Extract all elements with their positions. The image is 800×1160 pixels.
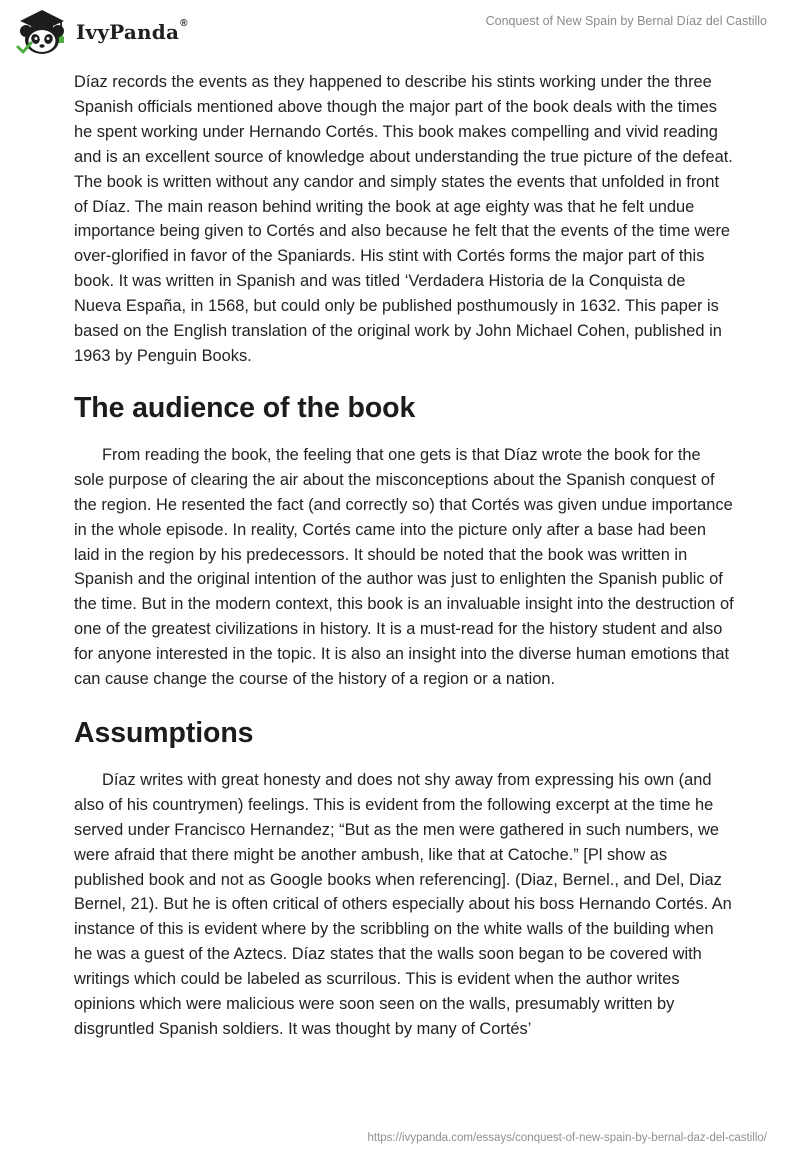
registered-mark: ®	[180, 18, 188, 29]
section-heading-assumptions: Assumptions	[74, 716, 254, 749]
section-heading-audience: The audience of the book	[74, 391, 416, 424]
brand-name: IvyPanda®	[76, 18, 188, 44]
intro-paragraph: Díaz records the events as they happened to describe his stints working under the three Spanish officials mentioned above though the major part of the book deals with the times he spent working under Hernando Cortés. This book makes compelling and vivid reading and is an excellent source of knowledge about understanding the true picture of the defeat. The book is written without any candor and simply states the events that unfolded in front of Díaz. The main reason behind writing the book at age eighty was that he felt undue importance being given to Cortés and also because he felt that the events of the time were over-glorified in favor of the Spaniards. His stint with Cortés forms the major part of this book. It was written in Spanish and was titled ‘Verdadera Historia de la Conquista de Nueva España, in 1568, but could only be published posthumously in 1632. This paper is based on the English translation of the original work by John Michael Cohen, published in 1963 by Penguin Books.	[74, 73, 733, 365]
assumptions-paragraph: Díaz writes with great honesty and does not shy away from expressing his own (and also of his countrymen) feelings. This is evident from the following excerpt at the time he served under Francisco Hernandez; “But as the men were gathered in such numbers, we were afraid that there might be another ambush, like that at Catoche.” [Pl show as published book and not as Google books when referencing]. (Diaz, Bernel., and Del, Diaz Bernel, 21). But he is often critical of others especially about his boss Hernando Cortés. An instance of this is evident where by the scribbling on the white walls of the building when he was a guest of the Aztecs. Díaz states that the walls soon began to be covered with writings which could be labeled as scurrilous. This is evident when the author writes opinions which were malicious were soon seen on the walls, presumably written by disgruntled Spanish soldiers. It was thought by many of Cortés’	[74, 770, 732, 1038]
brand-logo[interactable]	[14, 6, 188, 58]
panda-graduate-logo-icon	[14, 7, 70, 57]
source-url-link[interactable]: https://ivypanda.com/essays/conquest-of-new-spain-by-bernal-daz-del-castillo/	[367, 1132, 767, 1144]
audience-paragraph: From reading the book, the feeling that one gets is that Díaz wrote the book for the sole purpose of clearing the air about the misconceptions about the Spanish conquest of the region. He resented the fact (and correctly so) that Cortés was given undue importance in the whole episode. In reality, Cortés came into the picture only after a base had been laid in the region by his predecessors. It should be noted that the book was written in Spanish and the original intention of the author was just to enlighten the Spanish public of the time. But in the modern context, this book is an invaluable insight into the destruction of one of the greatest civilizations in history. It is a must-read for the history student and also for anyone interested in the topic. It is also an insight into the diverse human emotions that can cause change the course of the history of a region or a nation.	[74, 445, 734, 689]
page-header	[0, 0, 800, 64]
running-title: Conquest of New Spain by Bernal Díaz del Castillo	[485, 14, 767, 28]
essay-content	[74, 70, 734, 1042]
